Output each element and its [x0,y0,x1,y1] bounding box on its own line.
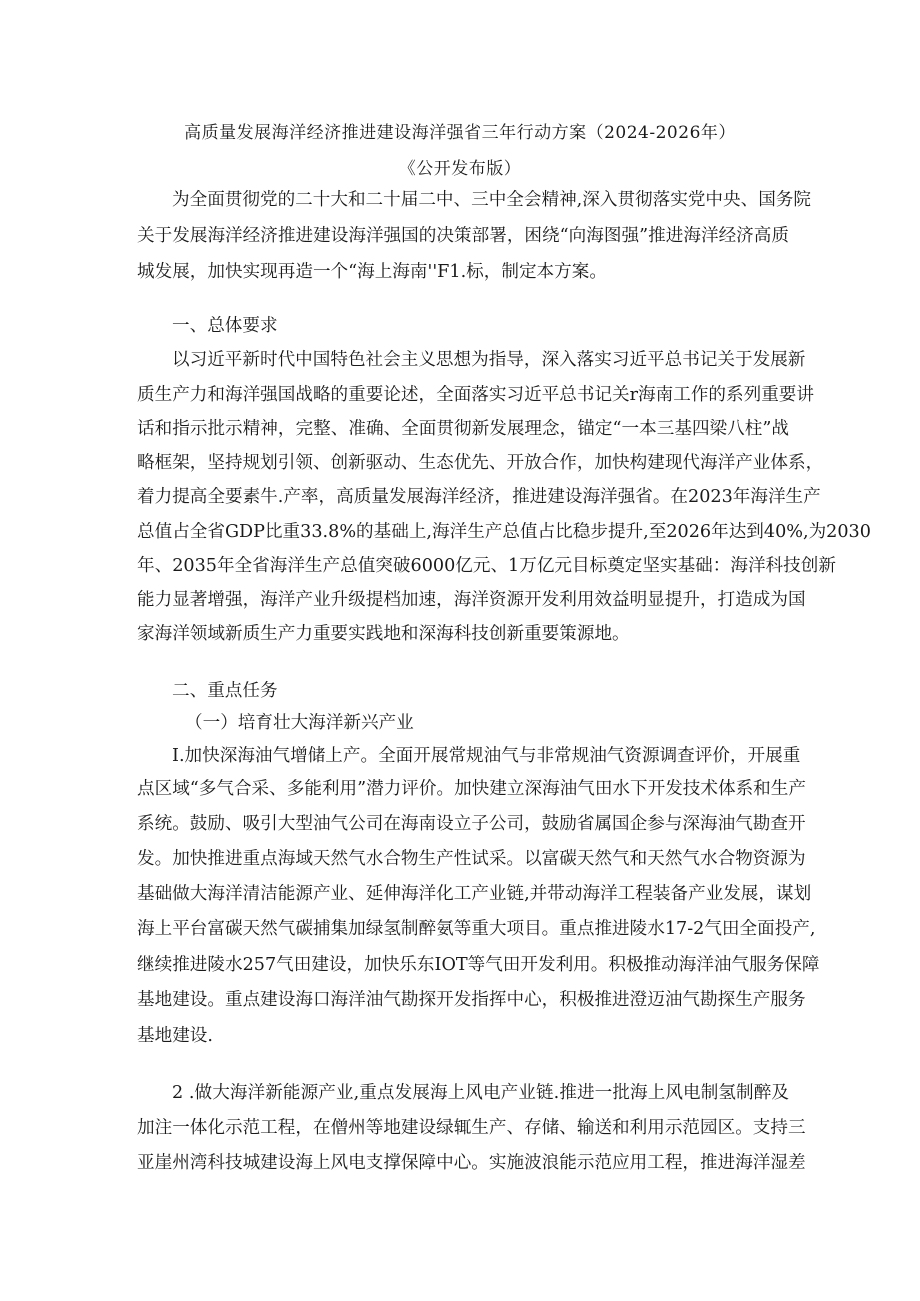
intro-line: 城发展，加快实现再造一个“海上海南''F1.标，制定本方案。 [137,262,607,282]
paragraph-line: 基地建设. [137,1026,213,1046]
intro-line: 关于发展海洋经济推进建设海洋强国的决策部署，困绕“向海图强”推进海洋经济高质 [137,226,789,246]
document-subtitle: 《公开发布版） [398,159,522,179]
paragraph-line: 家海洋领域新质生产力重要实践地和深海科技创新重要策源地。 [137,624,630,644]
paragraph-line: 着力提高全要素牛.产率，高质量发展海洋经济，推进建设海洋强省。在2023年海洋生产 [137,487,821,507]
paragraph-line: 系统。鼓励、吸引大型油气公司在海南设立子公司，鼓励省属国企参与深海油气勘查开 [137,814,806,834]
paragraph-line: 话和指示批示精神，完整、准确、全面贯彻新发展理念，锚定“一本三基四梁八柱”战 [137,419,789,439]
paragraph-line: 2 .做大海洋新能源产业,重点发展海上风电产业链.推进一批海上风电制氢制醉及 [172,1083,789,1103]
paragraph-line: 能力显著增强，海洋产业升级提档加速，海洋资源开发利用效益明显提升，打造成为国 [137,590,806,610]
subsection-heading: （一）培育壮大海洋新兴产业 [185,713,414,733]
paragraph-line: I.加快深海油气增储上产。全面开展常规油气与非常规油气资源调查评价，开展重 [172,746,801,766]
intro-line: 为全面贯彻党的二十大和二十届二中、三中全会精神,深入贯彻落实党中央、国务院 [172,190,811,210]
paragraph-line: 海上平台富碳天然气碳捕集加绿氢制醉氨等重大项目。重点推进陵水17-2气田全面投产, [137,919,816,939]
paragraph-line: 基地建设。重点建设海口海洋油气勘探开发指挥中心，积极推进澄迈油气勘探生产服务 [137,990,806,1010]
paragraph-line: 继续推进陵水257气田建设，加快乐东IOT等气田开发利用。积极推动海洋油气服务保障 [137,955,820,975]
paragraph-line: 亚崖州湾科技城建设海上风电支撑保障中心。实施波浪能示范应用工程，推进海洋湿差 [137,1153,806,1173]
paragraph-line: 基础做大海洋清洁能源产业、延伸海洋化工产业链,并带动海洋工程装备产业发展，谋划 [137,884,812,904]
paragraph-line: 加注一体化示范工程，在僧州等地建设绿辄生产、存储、输送和利用示范园区。支持三 [137,1118,806,1138]
paragraph-line: 质生产力和海洋强国战略的重要论述，全面落实习近平总书记关r海南工作的系列重要讲 [137,385,814,405]
section-heading: 二、重点任务 [172,681,278,701]
section-heading: 一、总体要求 [172,316,278,336]
paragraph-line: 点区域“多气合采、多能利用”潜力评价。加快建立深海油气田水下开发技术体系和生产 [137,779,806,799]
paragraph-line: 略框架，坚持规划引领、创新驱动、生态优先、开放合作，加快构建现代海洋产业体系， [137,453,824,473]
paragraph-line: 总值占全省GDP比重33.8%的基础上,海洋生产总值占比稳步提升,至2026年达到40%,为2030 [137,522,871,542]
paragraph-line: 以习近平新时代中国特色社会主义思想为指导，深入落实习近平总书记关于发展新 [172,350,806,370]
document-title: 高质量发展海洋经济推进建设海洋强省三年行动方案（2024-2026年） [184,123,736,143]
paragraph-line: 年、2035年全省海洋生产总值突破6000亿元、1万亿元目标奠定坚实基础：海洋科技创新 [137,556,836,576]
paragraph-line: 发。加快推进重点海域天然气水合物生产性试采。以富碳天然气和天然气水合物资源为 [137,849,806,869]
